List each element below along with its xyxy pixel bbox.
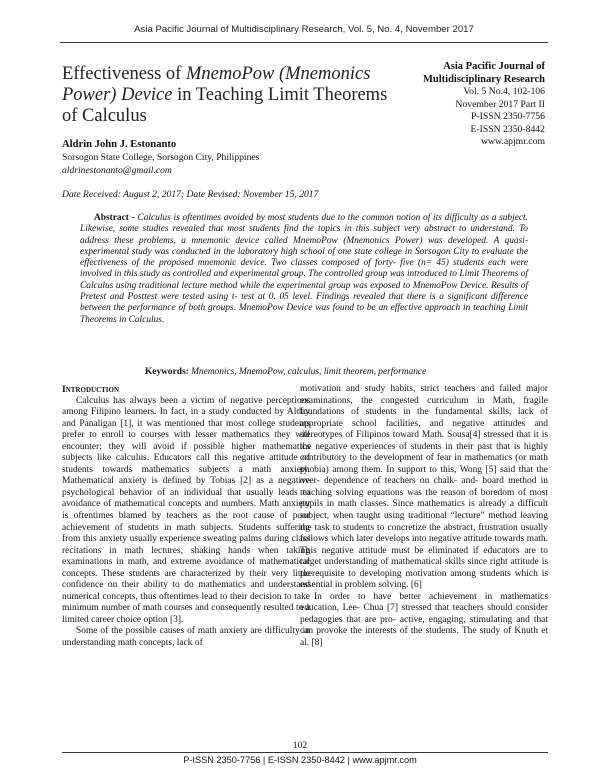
paragraph: Calculus has always been a victim of negative perceptions among Filipino learners. In fact, in a study conducted by Alday and Panaligan [1], it was mentioned that most college students prefer to enroll to courses with lesser mathematics they will encounter; they will avoid if possible higher mathematics subjects like calculus. Educators call this negative attitude of students towards mathematics subjects a math anxiety. Mathematical anxiety is defined by Tobias [2] as a negative psychological behavior of an individual that usually leads to avoidance of mathematical concepts and numbers. Math anxiety is oftentimes blamed by teachers as the root cause of poor achievement of students in math subjects. Students suffering from this anxiety usually experience sweating palms during class recitations in math lectures, shaking hands when taking examinations in math, and extreme avoidance of mathematical concepts. These students are characterized by their very little confidence on their ability to do mathematics and understand numerical concepts, thus oftentimes lead to their decision to take minimum number of math courses and consequently resulted to a limited career choice option [3]. — [62, 395, 310, 625]
paragraph: Some of the possible causes of math anxiety are difficulty in understanding math concepts, lack of — [62, 626, 310, 649]
abstract — [80, 213, 528, 326]
paragraph: In order to have better achievement in mathematics education, Lee- Chua [7] stressed that teachers should consider pedagogies that are pro- active, engaging, stimulating and that can provoke the interests of the students. The study of Knuth et al. [8] — [300, 591, 548, 649]
author-name: Aldrin John J. Estonanto — [62, 139, 177, 150]
date-received: Date Received: August 2, 2017; Date Revised: November 15, 2017 — [62, 189, 319, 200]
author-email[interactable]: aldrinestonanto@gmail.com — [62, 165, 172, 176]
running-header: Asia Pacific Journal of Multidisciplinary Research, Vol. 5, No. 4, November 2017 — [134, 24, 474, 35]
keywords-label: Keywords: — [145, 367, 189, 377]
body-column-left — [62, 384, 310, 650]
journal-name: Asia Pacific Journal of Multidisciplinary Research — [422, 61, 545, 85]
author-affiliation: Sorsogon State College, Sorsogon City, Philippines — [62, 152, 260, 163]
body-column-right — [300, 384, 548, 650]
journal-eissn: E-ISSN 2350-8442 — [470, 123, 545, 135]
journal-website[interactable]: www.apjmr.com — [481, 136, 545, 147]
header-rule — [60, 42, 548, 43]
keywords-text: Mnemonics, MnemoPow, calculus, limit theorem, performance — [191, 367, 427, 377]
journal-volume: Vol. 5 No.4, 102-106 — [463, 86, 545, 97]
section-heading-introduction: Introduction — [62, 384, 120, 395]
keywords — [145, 367, 426, 377]
paragraph: motivation and study habits, strict teachers and failed major examinations, the congested curriculum in Math, fragile foundations of students in the fundamental skills, lack of appropriate school facilities, and negative attitudes and stereotypes of Filipinos toward Math. Sousa[4] stressed that it is the negative experiences of students in their past that is highly contributory to the development of fear in mathematics (or math phobia) among them. In support to this, Wong [5] said that the over- dependence of teachers on chalk- and- board method in teaching solving equations was the reason of boredom of most pupils in math classes. Since mathematics is already a difficult subject, when taught using traditional “lecture” method leaving the task to students to concretize the abstract, frustration usually follows which later develops into negative attitude towards math. This negative attitude must be eliminated if educators are to target understanding of mathematical skills since right attitude is prerequisite to developing motivation among students which is essential in problem solving. [6] — [300, 384, 548, 591]
journal-issue: November 2017 Part II — [455, 98, 545, 110]
footer: P-ISSN 2350-7756 | E-ISSN 2350-8442 | www.apjmr.com — [183, 755, 417, 765]
abstract-text: Calculus is oftentimes avoided by most students due to the common notion of its difficulty as a subject. Likewise, some studies revealed that most students find the topics in this subject very abstract to understand. To address these problems, a mnemonic device called MnemoPow (Mnemonics Power) was developed. A quasi- experimental study was conducted in the laboratory high school of one state college in Sorsogon City to evaluate the effectiveness of the proposed mnemonic device. Two classes composed of forty- five (n= 45) students each were involved in this study as controlled and experimental group. The controlled group was introduced to Limit Theorems of Calculus using traditional lecture method while the experimental group was exposed to MnemoPow Device. Results of Pretest and Posttest were tested using t- test at 0. 05 level. Findings revealed that there is a significant difference between the performance of both groups. MnemoPow Device was found to be an effective approach in teaching Limit Theorems in Calculus. — [80, 213, 528, 325]
page-number: 102 — [292, 740, 308, 751]
paper-title: Effectiveness of MnemoPow (Mnemonics Power) Device in Teaching Limit Theorems of Calculus — [62, 64, 388, 126]
journal-info — [405, 61, 545, 149]
abstract-label: Abstract - — [94, 213, 135, 223]
journal-pissn: P-ISSN 2350-7756 — [470, 111, 545, 122]
footer-rule — [62, 752, 548, 753]
